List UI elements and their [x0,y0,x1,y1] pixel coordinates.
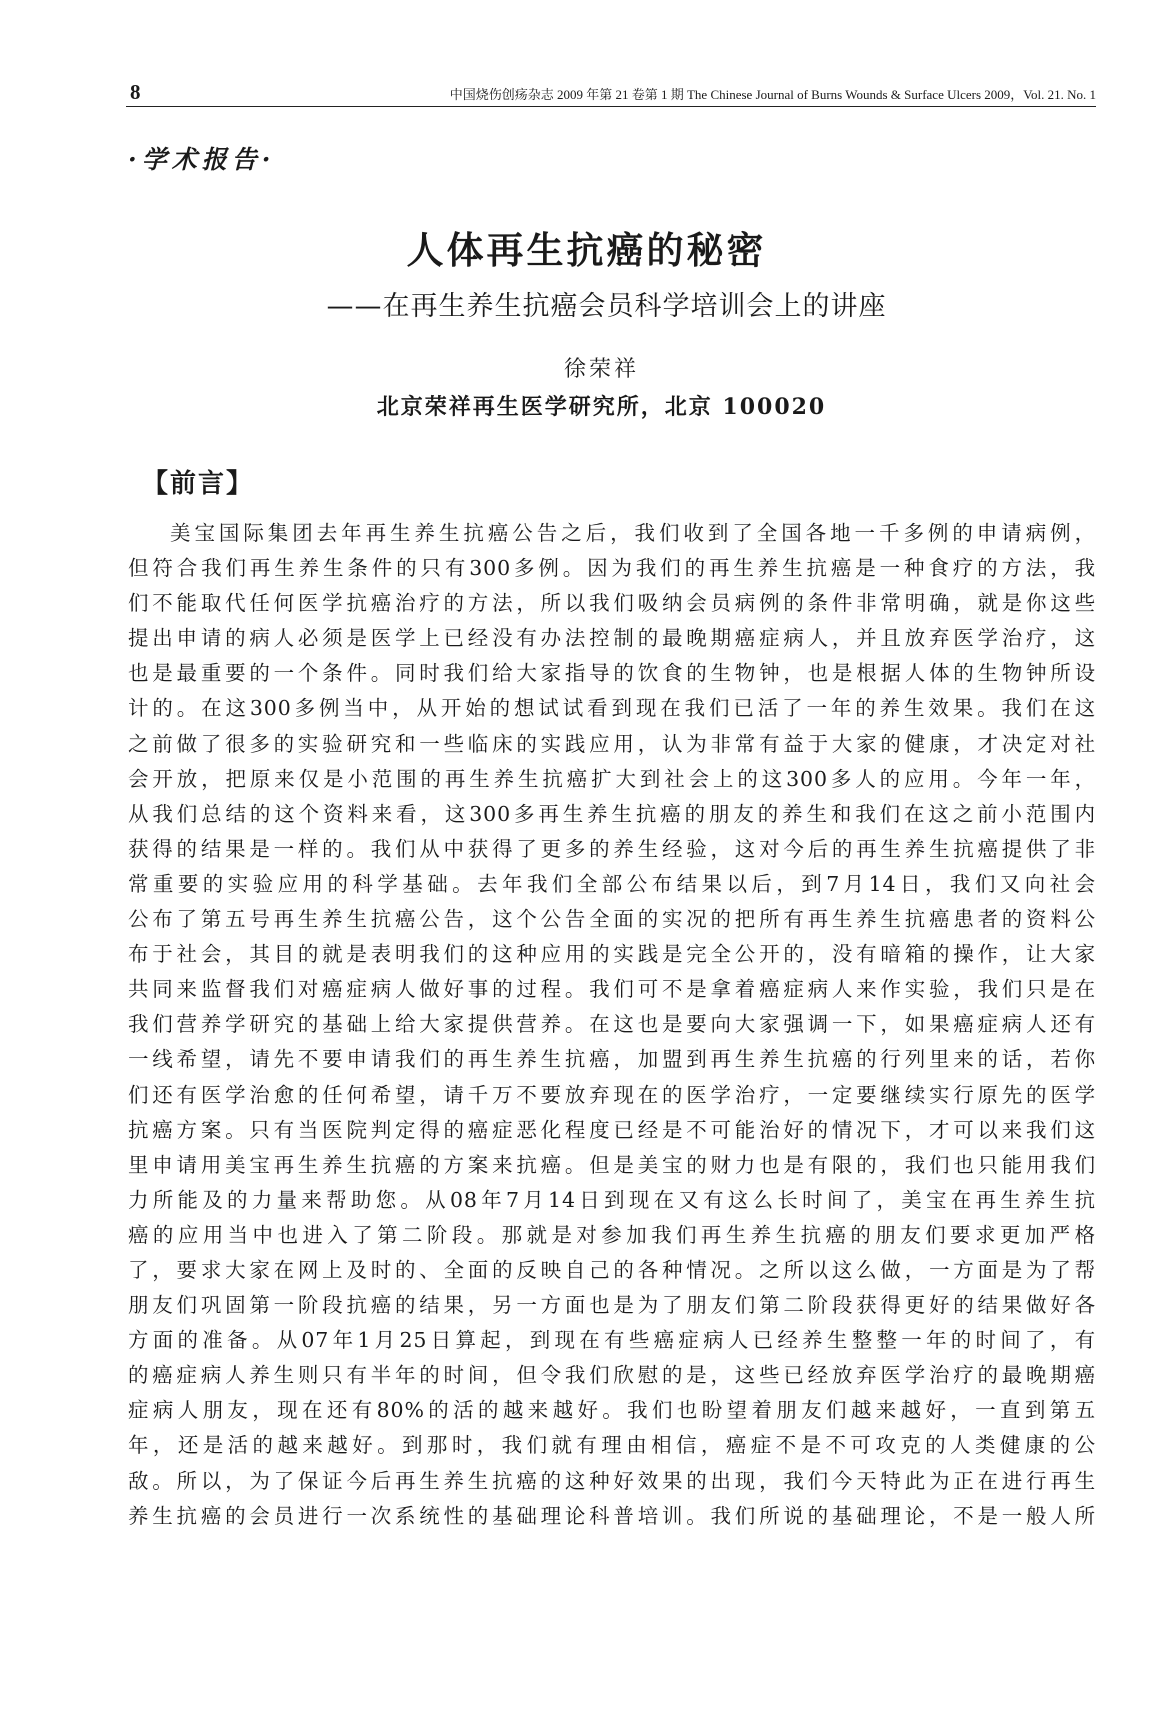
body-line: 常重要的实验应用的科学基础。去年我们全部公布结果以后，到7月14日，我们又向社会 [128,871,1096,896]
body-line: 癌的应用当中也进入了第二阶段。那就是对参加我们再生养生抗癌的朋友们要求更加严格 [128,1222,1096,1247]
body-line: 朋友们巩固第一阶段抗癌的结果，另一方面也是为了朋友们第二阶段获得更好的结果做好各 [128,1293,1096,1318]
body-line: 获得的结果是一样的。我们从中获得了更多的养生经验，这对今后的再生养生抗癌提供了非 [128,836,1096,861]
body-line: 抗癌方案。只有当医院判定得的癌症恶化程度已经是不可能治好的情况下，才可以来我们这 [128,1117,1096,1142]
preface-body [128,516,1096,1534]
body-line: 的癌症病人养生则只有半年的时间，但令我们欣慰的是，这些已经放弃医学治疗的最晚期癌 [128,1363,1096,1388]
body-line: 养生抗癌的会员进行一次系统性的基础理论科普培训。我们所说的基础理论，不是一般人所 [128,1503,1096,1528]
body-line: 们不能取代任何医学抗癌治疗的方法，所以我们吸纳会员病例的条件非常明确，就是你这些 [128,591,1096,616]
body-line: 公布了第五号再生养生抗癌公告，这个公告全面的实况的把所有再生养生抗癌患者的资料公 [128,907,1096,932]
body-line: 症病人朋友，现在还有80%的活的越来越好。我们也盼望着朋友们越来越好，一直到第五 [128,1398,1096,1423]
article-subtitle: ——在再生养生抗癌会员科学培训会上的讲座 [326,291,887,322]
running-head: 中国烧伤创疡杂志 2009 年第 21 卷第 1 期 The Chinese Journal of Burns Wounds & Surface Ulcers 2009，Vol. 21. No. 1 [449,87,1096,102]
body-line: 里申请用美宝再生养生抗癌的方案来抗癌。但是美宝的财力也是有限的，我们也只能用我们 [128,1152,1096,1177]
body-line: 们还有医学治愈的任何希望，请千万不要放弃现在的医学治疗，一定要继续实行原先的医学 [128,1082,1096,1107]
body-line: 会开放，把原来仅是小范围的再生养生抗癌扩大到社会上的这300多人的应用。今年一年， [128,766,1096,791]
body-line: 布于社会，其目的就是表明我们的这种应用的实践是完全公开的，没有暗箱的操作，让大家 [128,942,1096,967]
body-line: 方面的准备。从07年1月25日算起，到现在有些癌症病人已经养生整整一年的时间了，有 [128,1328,1096,1353]
body-line: 从我们总结的这个资料来看，这300多再生养生抗癌的朋友的养生和我们在这之前小范围内 [128,801,1096,826]
article-author: 徐荣祥 [563,357,639,382]
body-line: 年，还是活的越来越好。到那时，我们就有理由相信，癌症不是不可攻克的人类健康的公 [128,1433,1096,1458]
body-line: 一线希望，请先不要申请我们的再生养生抗癌，加盟到再生养生抗癌的行列里来的话，若你 [128,1047,1096,1072]
body-line: 但符合我们再生养生条件的只有300多例。因为我们的再生养生抗癌是一种食疗的方法，我 [128,556,1096,581]
body-line: 计的。在这300多例当中，从开始的想试试看到现在我们已活了一年的养生效果。我们在这 [128,696,1096,721]
body-line: 之前做了很多的实验研究和一些临床的实践应用，认为非常有益于大家的健康，才决定对社 [128,731,1096,756]
body-line: 我们营养学研究的基础上给大家提供营养。在这也是要向大家强调一下，如果癌症病人还有 [128,1012,1096,1037]
body-line: 共同来监督我们对癌症病人做好事的过程。我们可不是拿着癌症病人来作实验，我们只是在 [128,977,1096,1002]
preface-heading: 【前言】 [142,469,255,499]
body-line: 美宝国际集团去年再生养生抗癌公告之后，我们收到了全国各地一千多例的申请病例， [170,521,1096,545]
page-header [126,80,1096,107]
section-tag: ·学术报告· [128,145,276,174]
article-title: 人体再生抗癌的秘密 [406,229,767,272]
body-line: 敌。所以，为了保证今后再生养生抗癌的这种好效果的出现，我们今天特此为正在进行再生 [128,1468,1096,1493]
body-line: 也是最重要的一个条件。同时我们给大家指导的饮食的生物钟，也是根据人体的生物钟所设 [128,661,1096,686]
body-line: 提出申请的病人必须是医学上已经没有办法控制的最晚期癌症病人，并且放弃医学治疗，这 [128,626,1096,651]
body-line: 力所能及的力量来帮助您。从08年7月14日到现在又有这么长时间了，美宝在再生养生抗 [128,1187,1096,1212]
page-number: 8 [130,80,141,104]
body-line: 了，要求大家在网上及时的、全面的反映自己的各种情况。之所以这么做，一方面是为了帮 [128,1257,1096,1282]
article-affiliation: 北京荣祥再生医学研究所，北京 100020 [376,394,827,420]
